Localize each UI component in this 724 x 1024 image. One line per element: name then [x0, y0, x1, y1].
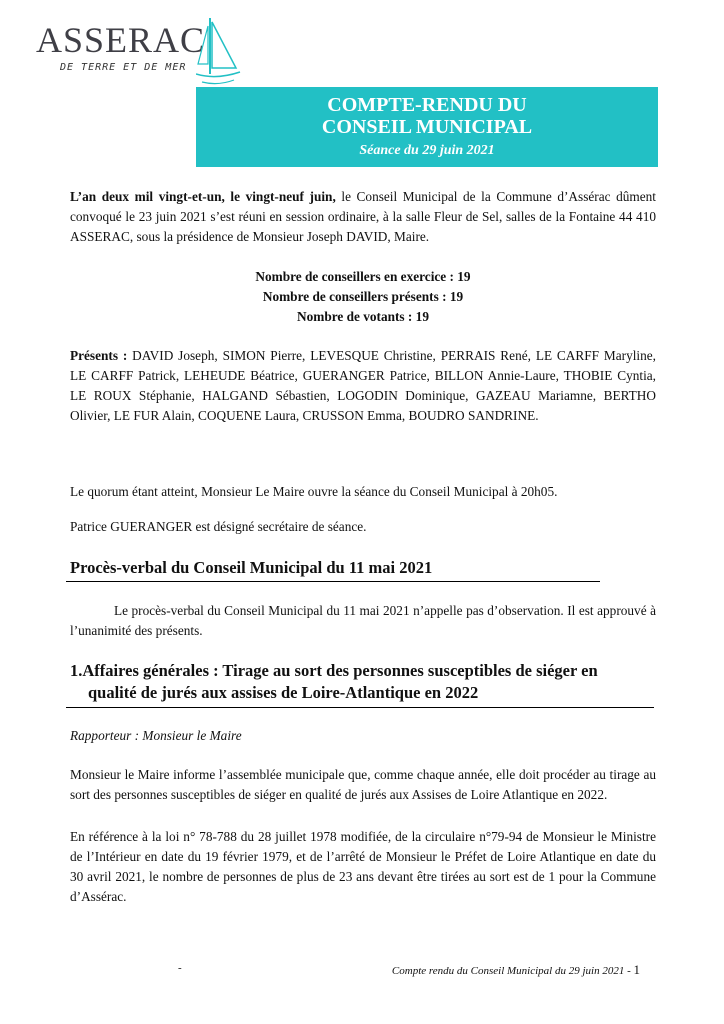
asserac-logo — [36, 16, 246, 92]
footer-text: Compte rendu du Conseil Municipal du 29 juin 2021 - — [391, 965, 631, 977]
quorum-text: Le quorum étant atteint, Monsieur Le Maire ouvre la séance du Conseil Municipal à 20h05. — [70, 484, 558, 499]
logo-wordmark: ASSERAC — [36, 20, 206, 60]
count-voters: Nombre de votants : 19 — [297, 309, 429, 324]
count-present: Nombre de conseillers présents : 19 — [262, 289, 464, 304]
section1-rule — [66, 707, 654, 708]
counts-block — [70, 267, 656, 327]
section1-title-line2: qualité de jurés aux assises de Loire-Atlantique en 2022 — [88, 683, 479, 702]
secretary-text: Patrice GUERANGER est désigné secrétaire de séance. — [70, 519, 367, 534]
presents-names: DAVID Joseph, SIMON Pierre, LEVESQUE Christine, PERRAIS René, LE CARFF Maryline, LE CARFF Patrick, LEHEUDE Béatrice, GUERANGER Patrice, BILLON Annie-Laure, THOBIE Cyntia, LE ROUX Stéphanie, HALGAND Sébastien, LOGODIN Dominique, GAZEAU Mariamne, BERTHO Olivier, LE FUR Alain, COQUENE Laura, CRUSSON Emma, BOUDRO SANDRINE. — [70, 348, 656, 423]
title-banner — [196, 87, 658, 167]
pv-section-rule — [66, 581, 600, 582]
page-footer — [340, 962, 640, 979]
intro-paragraph — [70, 187, 656, 247]
presents-paragraph — [70, 346, 656, 426]
page-number: 1 — [633, 962, 640, 977]
rapporteur: Rapporteur : Monsieur le Maire — [70, 728, 242, 743]
session-date: Séance du 29 juin 2021 — [359, 143, 495, 158]
intro-text: le Conseil Municipal de la Commune d’Assérac dûment convoqué le 23 juin 2021 s’est réuni en session ordinaire, à la salle Fleur de Sel, salles de la Fontaine 44 410 ASSERAC, sous la présidence de Monsieur Joseph DAVID, Maire. — [70, 189, 656, 244]
section1-para2: En référence à la loi n° 78-788 du 28 juillet 1978 modifiée, de la circulaire n°79-94 de Monsieur le Ministre de l’Intérieur en date du 19 février 1979, et de l’arrêté de Monsieur le Préfet de Loire Atlantique en date du 30 avril 2021, le nombre de personnes de plus de 23 ans devant être tirées au sort est de 1 pour la Commune d’Assérac. — [70, 829, 656, 904]
section1-para1: Monsieur le Maire informe l’assemblée municipale que, comme chaque année, elle doit procéder au tirage au sort des personnes susceptibles de siéger en qualité de jurés aux Assises de Loire Atlantique en 2022. — [70, 767, 656, 802]
footer-dash: - — [178, 962, 182, 974]
pv-section-text: Le procès-verbal du Conseil Municipal du 11 mai 2021 n’appelle pas d’observation. Il est approuvé à l’unanimité des présents. — [70, 603, 656, 638]
pv-section-title: Procès-verbal du Conseil Municipal du 11 mai 2021 — [70, 558, 433, 577]
section1-title — [70, 660, 670, 704]
section1-title-line1: 1.Affaires générales : Tirage au sort des personnes susceptibles de siéger en — [70, 661, 598, 680]
intro-date: L’an deux mil vingt-et-un, le vingt-neuf juin, — [70, 189, 336, 204]
logo-tagline: DE TERRE ET DE MER — [60, 62, 187, 73]
presents-label: Présents : — [70, 348, 128, 363]
title-line-2: CONSEIL MUNICIPAL — [321, 116, 533, 138]
sailboat-icon — [196, 16, 256, 92]
count-in-office: Nombre de conseillers en exercice : 19 — [255, 269, 471, 284]
title-line-1: COMPTE-RENDU DU — [327, 94, 527, 116]
